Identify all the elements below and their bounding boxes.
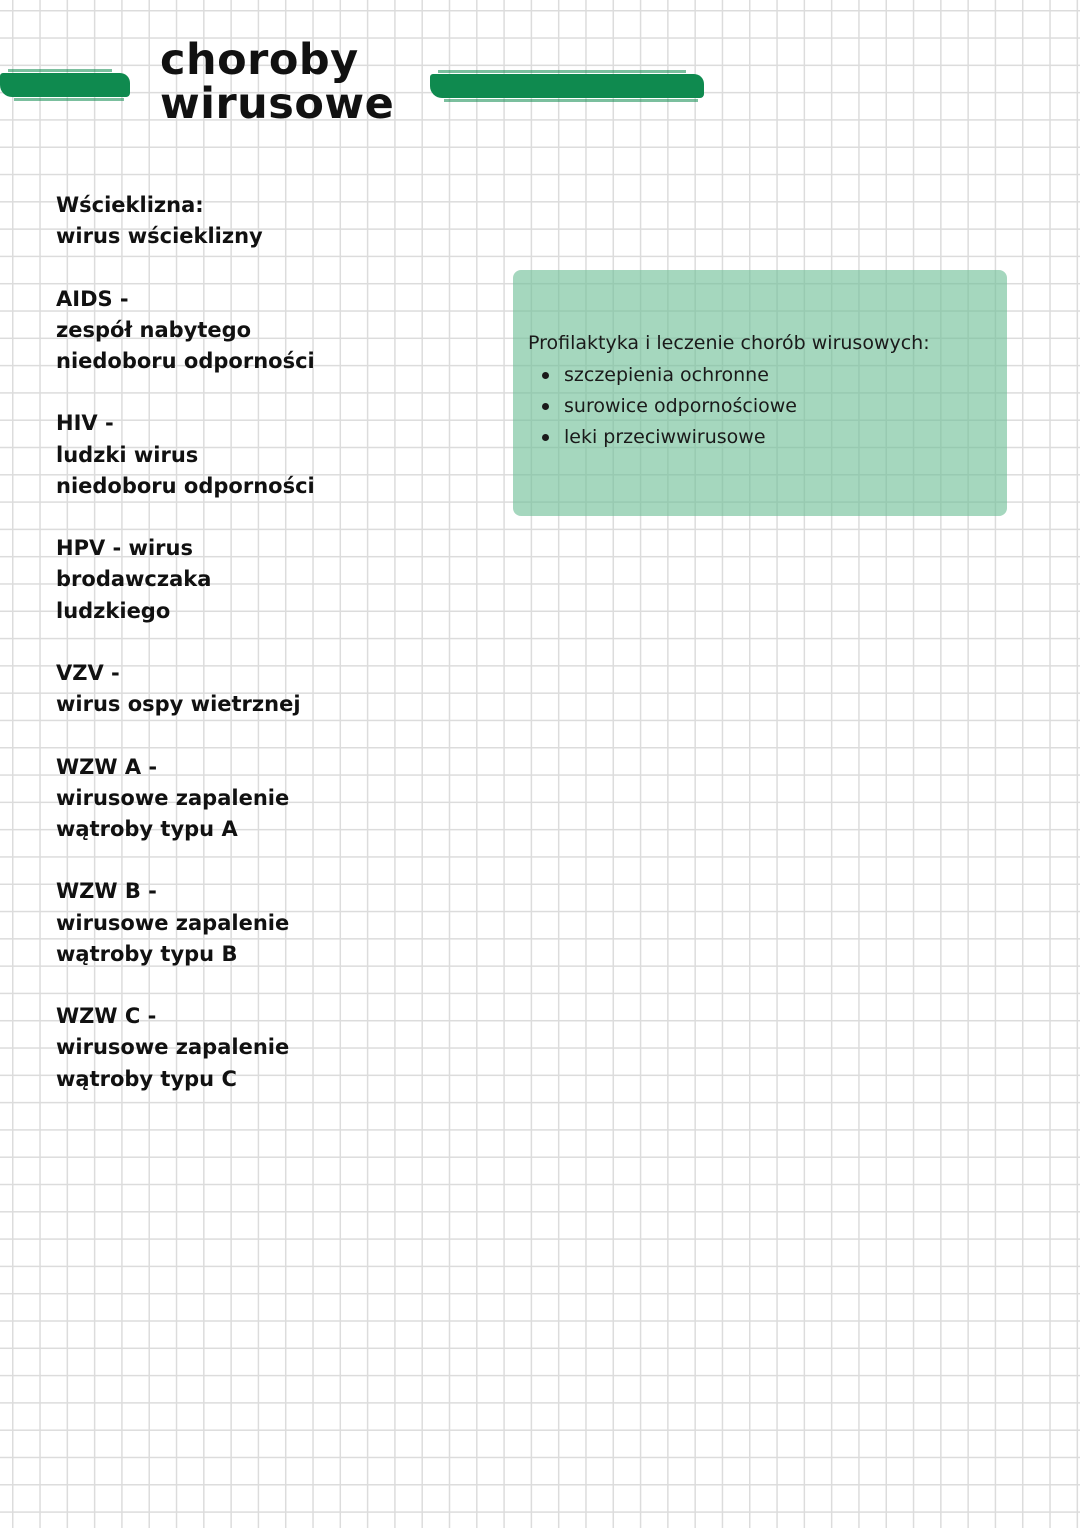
- disease-name: HPV - wirus: [56, 536, 193, 561]
- disease-entry-hepatitis-a: [56, 752, 386, 846]
- title-line-1: choroby: [160, 35, 359, 85]
- disease-name: WZW A -: [56, 754, 158, 779]
- disease-entry-hepatitis-b: [56, 876, 386, 970]
- page-title: [160, 35, 395, 129]
- disease-description: wirusowe zapalenie: [56, 910, 290, 935]
- list-item-label: surowice odpornościowe: [564, 395, 797, 417]
- disease-name: WZW C -: [56, 1004, 157, 1029]
- disease-name: AIDS -: [56, 286, 129, 311]
- list-item-label: leki przeciwwirusowe: [564, 426, 766, 448]
- disease-entry-rabies: [56, 190, 386, 252]
- decorative-brush-stroke-right: [430, 74, 704, 98]
- bullet-icon: [542, 403, 549, 410]
- disease-description: ludzkiego: [56, 598, 171, 623]
- disease-description: niedoboru odporności: [56, 349, 315, 373]
- prevention-list: [528, 360, 1007, 453]
- disease-entry-vzv: [56, 658, 386, 720]
- decorative-brush-stroke-left: [0, 73, 130, 97]
- disease-description: niedoboru odporności: [56, 473, 315, 498]
- disease-entry-aids: [56, 284, 386, 378]
- disease-entry-hiv: [56, 408, 386, 502]
- disease-description: wirus wścieklizny: [56, 224, 263, 249]
- list-item: [538, 422, 1007, 453]
- disease-description: wirusowe zapalenie: [56, 785, 290, 810]
- disease-name: HIV -: [56, 411, 114, 436]
- disease-name: VZV -: [56, 660, 120, 685]
- list-item-label: szczepienia ochronne: [564, 364, 769, 386]
- disease-description: wątroby typu B: [56, 941, 238, 966]
- title-line-2: wirusowe: [160, 79, 395, 129]
- disease-name: Wścieklizna:: [56, 193, 204, 217]
- disease-entry-hepatitis-c: [56, 1001, 386, 1095]
- list-item: [538, 360, 1007, 391]
- disease-description: wirus ospy wietrznej: [56, 692, 301, 717]
- disease-list: [56, 190, 386, 1126]
- disease-description: wątroby typu A: [56, 816, 238, 841]
- disease-name: WZW B -: [56, 879, 157, 904]
- info-box-heading: Profilaktyka i leczenie chorób wirusowych:: [528, 332, 930, 354]
- disease-description: brodawczaka: [56, 567, 212, 592]
- disease-description: wirusowe zapalenie: [56, 1035, 290, 1060]
- list-item: [538, 391, 1007, 422]
- disease-entry-hpv: [56, 533, 386, 627]
- disease-description: ludzki wirus: [56, 442, 199, 467]
- disease-description: zespół nabytego: [56, 317, 252, 342]
- bullet-icon: [542, 372, 549, 379]
- prevention-info-box: [513, 270, 1007, 516]
- bullet-icon: [542, 434, 549, 441]
- disease-description: wątroby typu C: [56, 1066, 237, 1091]
